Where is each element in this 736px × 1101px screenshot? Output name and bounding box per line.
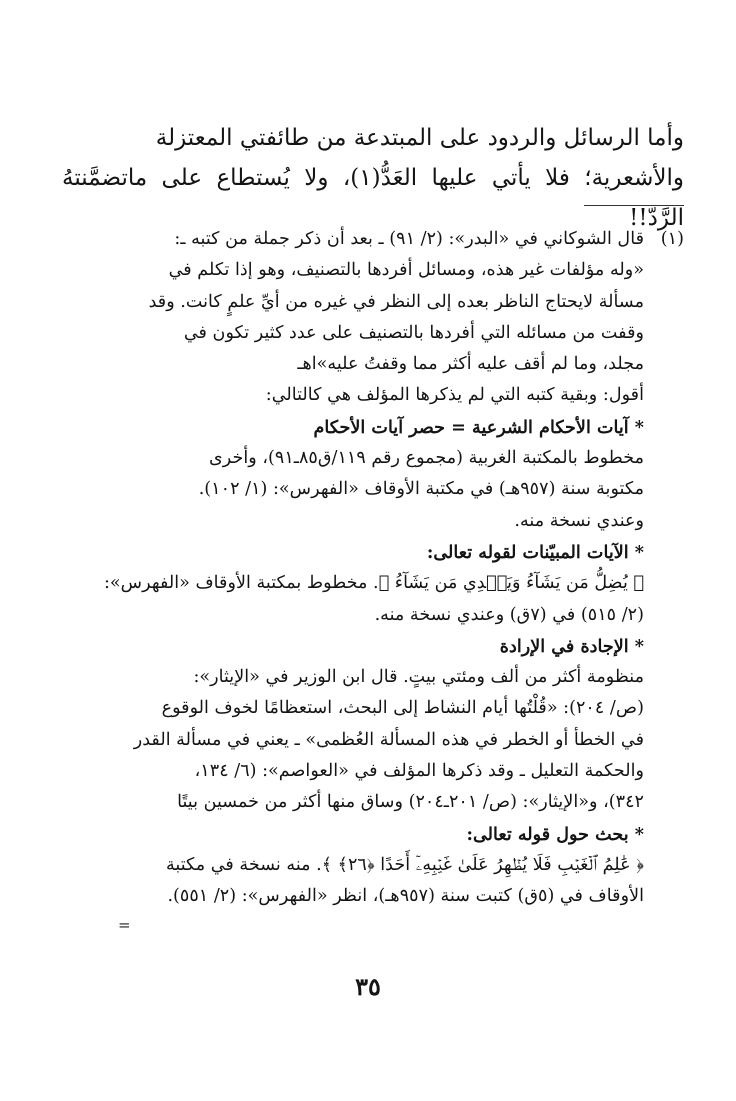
continuation-mark: =	[118, 916, 131, 934]
book-title-heading: * بحث حول قوله تعالى:	[466, 823, 644, 845]
book-title-heading: * آيات الأحكام الشرعية = حصر آيات الأحكام	[313, 416, 644, 438]
footnote-line	[46, 224, 684, 255]
footnote-line: في الخطأ أو الخطر في هذه المسألة العُظمى» ـ يعني في مسألة القدر	[133, 729, 644, 750]
book-title-heading: * الإجادة في الإرادة	[499, 635, 644, 657]
footnote-line: الأوقاف في (٥ق) كتبت سنة (٩٥٧هـ)، انظر «الفهرس»: (٢/ ٥٥١).	[167, 886, 644, 907]
page-number: ٣٥	[355, 972, 381, 1001]
footnote-line: وقفت من مسائله التي أفردها بالتصنيف على عدد كثير تكون في	[183, 322, 644, 343]
body-line: والأشعرية؛ فلا يأتي عليها العَدُّ(١)، ولا يُستطاع على ماتضمَّنتهُ الرَّدّ!!	[62, 165, 684, 231]
body-line: وأما الرسائل والردود على المبتدعة من طائفتي المعتزلة	[155, 125, 684, 151]
footnote-line: مخطوط بالمكتبة الغربية (مجموع رقم ١١٩/ق٨٥ـ٩١)، وأخرى	[209, 448, 644, 469]
footnote-line: والحكمة التعليل ـ وقد ذكرها المؤلف في «العواصم»: (٦/ ١٣٤،	[194, 761, 644, 782]
footnote-line: مكتوبة سنة (٩٥٧هـ) في مكتبة الأوقاف «الفهرس»: (١/ ١٠٢).	[198, 479, 644, 500]
footnote-line: «وله مؤلفات غير هذه، ومسائل أفردها بالتصنيف، وهو إذا تكلم في	[168, 260, 644, 281]
footnote-text: قال الشوكاني في «البدر»: (٢/ ٩١) ـ بعد أن ذكر جملة من كتبه ـ:	[174, 229, 644, 249]
footnote-line: أقول: وبقية كتبه التي لم يذكرها المؤلف هي كالتالي:	[265, 385, 644, 406]
footnotes-section	[46, 224, 684, 913]
footnote-line: ﴿ يُضِلُّ مَن يَشَآءُ وَيَهۡدِي مَن يَشَآءُ ﴾. مخطوط بمكتبة الأوقاف «الفهرس»:	[103, 573, 644, 594]
main-body-text	[62, 118, 684, 238]
footnote-line: (ص/ ٢٠٤): «قُلْتُها أيام النشاط إلى البحث، استعظامًا لخوف الوقوع	[161, 698, 644, 719]
footnote-line: ﴿ عَٰلِمُ ٱلۡغَيۡبِ فَلَا يُظۡهِرُ عَلَىٰ غَيۡبِهِۦٓ أَحَدًا ﴿٢٦﴾ ﴾. منه نسخة في مكتبة	[165, 854, 644, 875]
footnote-line: مسألة لايحتاج الناظر بعده إلى النظر في غيره من أيِّ علمٍ كانت. وقد	[148, 291, 644, 312]
footnote-number: (١)	[660, 229, 684, 249]
footnote-line: (٢/ ٥١٥) في (٧ق) وعندي نسخة منه.	[374, 604, 644, 625]
footnote-line: مجلد، وما لم أقف عليه أكثر مما وقفتُ عليه»اهـ	[297, 354, 644, 375]
book-title-heading: * الآيات المبيّنات لقوله تعالى:	[426, 541, 644, 563]
footnote-line: منظومة أكثر من ألف ومئتي بيتٍ. قال ابن الوزير في «الإيثار»:	[193, 667, 644, 688]
footnote-line: وعندي نسخة منه.	[514, 510, 644, 531]
footnote-line: ٣٤٢)، و«الإيثار»: (ص/ ٢٠١ـ٢٠٤) وساق منها أكثر من خمسين بيتًا	[177, 792, 644, 813]
footnote-separator	[584, 205, 684, 206]
